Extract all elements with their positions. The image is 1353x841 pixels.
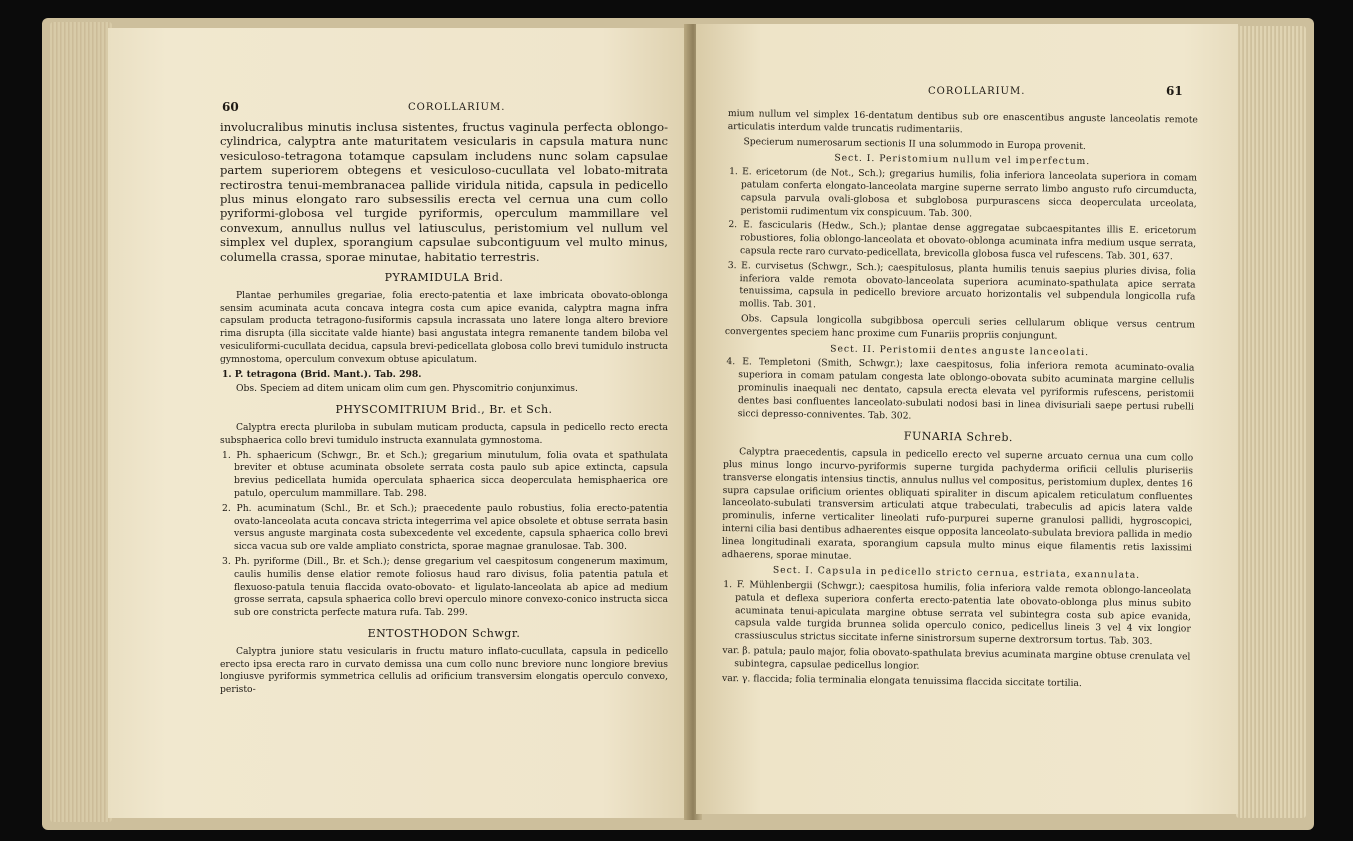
left-page (108, 28, 690, 818)
genus-title-physcomitrium: PHYSCOMITRIUM Brid., Br. et Sch. (335, 403, 553, 417)
page-edges-right (1236, 26, 1306, 818)
left-intro-paragraph: involucralibus minutis inclusa sistentes, fructus vaginula perfecta oblongo-cylindrica, calyptra ante maturitatem vesicularis in capsula matura nunc vesiculoso-tetragona totamque capsulam includens nunc solam capsulae partem superiorem obtegens et vesiculoso-cucullata vel lobato-mitrata rectirostra tenui-membranacea pallide viridula nitida, capsula in pedicello plus minus elongato raro subsessilis erecta vel cernua una cum collo pyriformi-globosa vel turgide pyriformis, operculum mammillare vel convexum, annullus nullus vel latiusculus, peristomium vel nullum vel simplex vel duplex, sporangium capsulae subcontiguum vel multo minus, columella crassa, sporae minutae, habitatio terrestris. (220, 120, 668, 264)
genus-description: Calyptra praecedentis, capsula in pedicello erecto vel superne arcuato cernua una cum collo plus minus longo incurvo-pyriformis superne turgida pachyderma orificii cellulis pluriseriis transverse elongatis intensius tinctis, annulus nullus vel compositus, peristomium duplex, dentes 16 supra capsulae orificium orientes obliquati spiraliter in discum apicalem reticulatum confluentes lanceolato-subulati transversim articulati atque trabeculati, trabeculis ad apicis latera valde prominulis, inferne verticaliter lineolati rufo-purpurei superne granulosi pallidi, hygroscopici, interni cilia basi dentibus adhaerentes eisque opposita lanceolato-subulata breviora pallida in medio linea longitudinali exarata, sporangium capsula multo minus eique filamentis retis laxissimi adhaerens, sporae minutae. (721, 446, 1194, 562)
observation-note: Obs. Speciem ad ditem unicam olim cum gen. Physcomitrio conjunximus. (236, 383, 578, 395)
running-head-right: COROLLARIUM. (928, 86, 1026, 97)
genus-title-funaria: FUNARIA Schreb. (903, 429, 1014, 445)
section-heading: Sect. I. Peristomium nullum vel imperfectum. (834, 152, 1091, 168)
page-number-left: 60 (222, 100, 239, 114)
genus-title-entosthodon: ENTOSTHODON Schwgr. (367, 626, 521, 640)
running-head-left: COROLLARIUM. (408, 102, 506, 113)
species-entry: 2. Ph. acuminatum (Schl., Br. et Sch.); praecedente paulo robustius, folia erecto-patentia ovato-lanceolata acuta concava stricta integerrima vel apice obsolete et obtuse serrata basin versus anguste marginata costa subexcedente vel excedente, capsula sphaerica collo brevi sicca vacua sub ore valde ampliato constricta, sporae magnae granulosae. Tab. 300. (222, 502, 668, 553)
genus-title-pyramidula: PYRAMIDULA Brid. (384, 271, 504, 285)
species-entry: 3. Ph. pyriforme (Dill., Br. et Sch.); dense gregarium vel caespitosum congenerum maximum, caulis humilis dense elatior remote foliosus haud raro divisus, folia patentia patula et flexuoso-patula tenuia flaccida ovato-obovato- et ligulato-lanceolata ab apice ad medium grosse serrata, capsula sphaerica collo brevi operculo minore convexo-conico instructa sicca sub ore constricta perfecte matura rufa. Tab. 299. (222, 556, 668, 619)
section-heading: Sect. II. Peristomii dentes anguste lanceolati. (830, 342, 1090, 358)
page-edges-left (50, 22, 112, 822)
species-entry: 2. E. fascicularis (Hedw., Sch.); plantae dense aggregatae subcaespitantes illis E. ericetorum robustiores, folia oblongo-lanceolata et obovato-oblonga acuminata infra medium usque serrata, capsula recte raro curvato-pedicellata, brevicolla globosa fusca vel rufescens. Tab. 301, 637. (728, 219, 1197, 263)
species-entry: 1. Ph. sphaericum (Schwgr., Br. et Sch.); gregarium minutulum, folia ovata et spathulata breviter et obtuse acuminata obsolete serrata costa paulo sub apice extincta, capsula brevius pedicellata humida operculata sphaerica sicca deoperculata hemisphaerica ore patulo, operculum mammillare. Tab. 298. (222, 449, 668, 500)
right-page (696, 24, 1238, 814)
variety-entry: var. γ. flaccida; folia terminalia elongata tenuissima flaccida siccitate tortilia. (721, 672, 1082, 689)
left-text-column (220, 98, 668, 699)
genus-description: Plantae perhumiles gregariae, folia erecto-patentia et laxe imbricata obovato-oblonga sensim acuminata acuta concava integra costa cum apice evanida, calyptra magna infra capsulam producta tetragono-fusiformis capsula incrassata uno latere longa altero breviore rima disrupta (illa siccitate valde hiante) basi angustata integra remanente tandem biloba vel vesiculiformi-cucullata decidua, capsula brevi-pedicellata globosa collo brevi tumidulo instructa gymnostoma, operculum convexum obtuse apiculatum. (220, 289, 668, 365)
section-heading: Sect. I. Capsula in pedicello stricto cernua, estriata, exannulata. (772, 564, 1141, 582)
species-entry: 3. E. curvisetus (Schwgr., Sch.); caespitulosus, planta humilis tenuis saepius pluries divisa, folia inferiora valde remota obovato-lanceolata superiora acuminato-spathulata apice serrata tenuissima, capsula in pedicello breviore arcuato horizontalis vel subpendula longicolla rufa mollis. Tab. 301. (727, 259, 1196, 311)
species-entry: 1. F. Mühlenbergii (Schwgr.); caespitosa humilis, folia inferiora valde remota oblongo-lanceolata patula et deflexa superiora conferta erecto-patentia late obovato-oblonga plus minus subito acuminata tenui-apiculata margine obtuse serrata vel subintegra costa sub apice evanida, capsula valde turgida brunnea solida operculo conico, pedicellus lineis 3 vel 4 vix longior crassiusculus strictus siccitate inferne sinistrorsum superne dextrorsum tortus. Tab. 303. (723, 579, 1192, 648)
observation-note: Obs. Capsula longicolla subgibbosa operculi series cellularum oblique versus centrum convergentes speciem hanc proxime cum Funariis propriis conjungunt. (724, 313, 1196, 342)
page-number-right: 61 (1166, 84, 1183, 98)
species-entry: 4. E. Templetoni (Smith, Schwgr.); laxe caespitosus, folia inferiora remota acuminato-ovalia superiora in comam patulam congesta late oblongo-obovata subito acuminata margine cellulis prominulis inaequali nec dentato, capsula erecta elevata vel pyriformis rufescens, peristomii dentes basi confluentes lanceolato-subulati nodosi basi in linea divisuriali saepe pertusi rubelli sicci depresso-conniventes. Tab. 302. (726, 356, 1195, 422)
variety-entry: var. β. patula; paulo major, folia obovato-spathulata brevius acuminata margine obtuse crenulata vel subintegra, capsulae pedicellus longior. (722, 645, 1191, 672)
genus-description: Calyptra juniore statu vesicularis in fructu maturo inflato-cucullata, capsula in pedicello erecto ipsa erecta raro in curvato demissa una cum collo nunc breviore nunc longiore brevius longiusve pyriformis symmetrica cellulis ad orificium transversim elongatis operculo convexo, peristo- (220, 645, 668, 696)
right-text-column (720, 108, 1198, 694)
right-intro-paragraph: mium nullum vel simplex 16-dentatum dentibus sub ore enascentibus anguste lanceolatis remote articulatis interdum valde truncatis rudimentariis. (727, 108, 1198, 136)
right-intro-note: Specierum numerosarum sectionis II una solummodo in Europa provenit. (743, 135, 1086, 152)
species-entry: 1. E. ericetorum (de Not., Sch.); gregarius humilis, folia inferiora lanceolata superiora in comam patulam conferta elongato-lanceolata margine superne serrato limbo angusto rufo circumducta, capsula parvula ovali-globosa et subglobosa purpurascens sicca deoperculata urceolata, peristomii rudimentum vix conspicuum. Tab. 300. (729, 166, 1198, 219)
species-entry: 1. P. tetragona (Brid. Mant.). Tab. 298. (222, 368, 422, 380)
genus-description: Calyptra erecta pluriloba in subulam muticam producta, capsula in pedicello recto erecta subsphaerica collo brevi tumidulo instructa exannulata gymnostoma. (220, 422, 668, 446)
